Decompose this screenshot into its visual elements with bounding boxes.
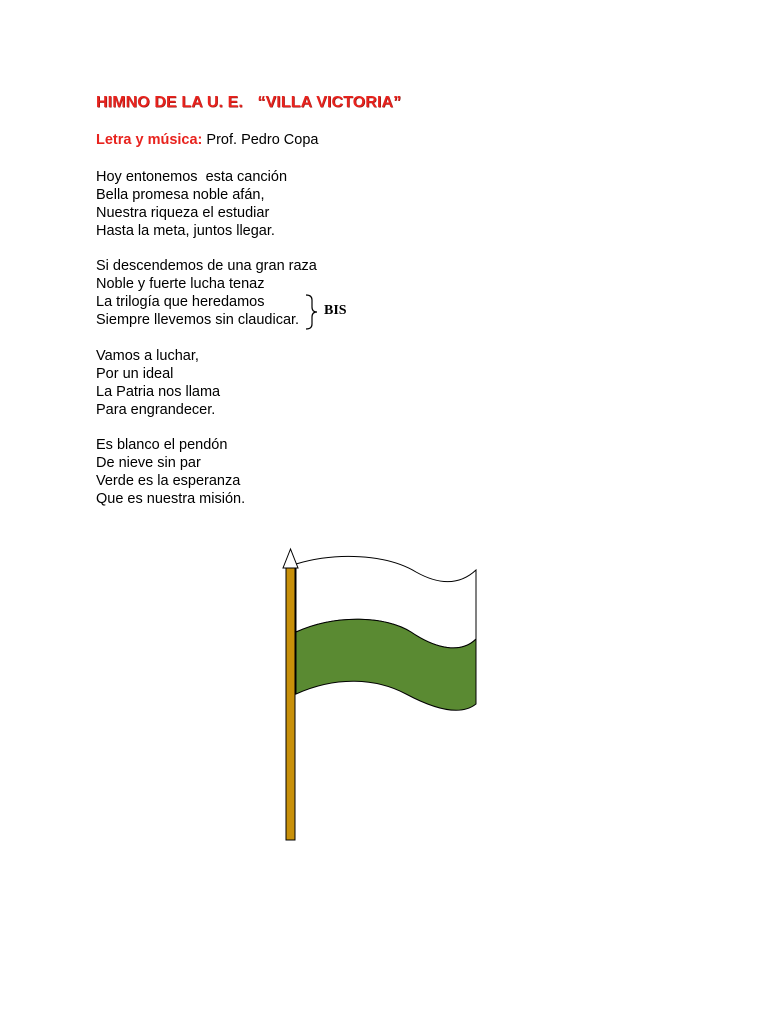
flag-pole-tip (283, 549, 298, 568)
curly-brace-icon (304, 294, 324, 330)
stanza-3 (96, 347, 220, 419)
stanza-line: Noble y fuerte lucha tenaz (96, 276, 265, 292)
stanza-line: La Patria nos llama (96, 384, 221, 400)
stanza-line: Verde es la esperanza (96, 473, 241, 489)
stanza-line: Si descendemos de una gran raza (96, 258, 317, 274)
school-flag (276, 544, 486, 844)
credits-label: Letra y música: (96, 132, 203, 148)
title-school: HIMNO DE LA U. E. (96, 94, 243, 111)
stanza-line: Vamos a luchar, (96, 348, 199, 364)
title-name: “VILLA VICTORIA” (257, 94, 402, 111)
stanza-line: Por un ideal (96, 366, 174, 382)
stanza-line: Es blanco el pendón (96, 437, 228, 453)
stanza-1 (96, 168, 287, 240)
bis-marker (304, 294, 364, 330)
stanza-line: De nieve sin par (96, 455, 201, 471)
stanza-line: Hoy entonemos esta canción (96, 169, 288, 185)
stanza-4 (96, 436, 245, 508)
credits (96, 132, 318, 148)
stanza-line: Nuestra riqueza el estudiar (96, 205, 270, 221)
stanza-line: Bella promesa noble afán, (96, 187, 265, 203)
stanza-line: La trilogía que heredamos (96, 294, 265, 310)
bis-label: BIS (324, 303, 347, 318)
credits-author: Prof. Pedro Copa (206, 132, 319, 148)
stanza-line: Para engrandecer. (96, 402, 216, 418)
flag-pole (286, 568, 295, 840)
stanza-line: Siempre llevemos sin claudicar. (96, 312, 300, 328)
stanza-2 (96, 257, 317, 329)
stanza-line: Hasta la meta, juntos llegar. (96, 223, 275, 239)
stanza-line: Que es nuestra misión. (96, 491, 246, 507)
page-title (96, 94, 401, 112)
